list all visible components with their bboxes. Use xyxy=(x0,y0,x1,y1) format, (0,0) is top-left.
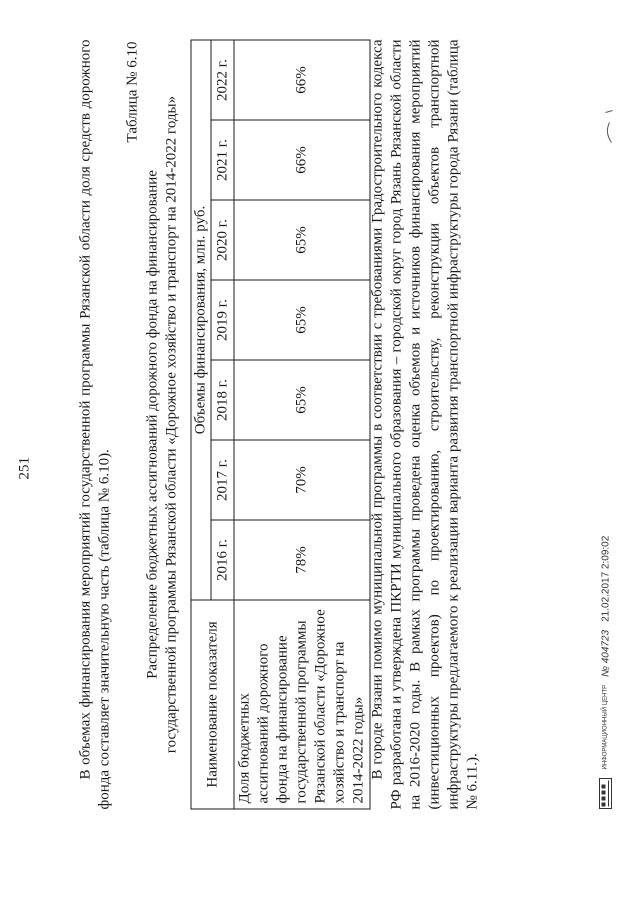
row-value: 66% xyxy=(234,40,370,120)
document-code: № 404723 xyxy=(600,629,611,677)
paragraph-pkrti: В городе Рязани помимо муниципальной программы в соответствии с требованиями Градостроительного кодекса РФ разработана и утверждена ПКРТИ муниципального образования – городской округ город Рязань Рязанской области на 2016-2020 годы. В рамках программы проведена оценка объемов и источников финансирования мероприятий (инвестиционных проектов) по проектированию, строительству, реконструкции объектов транспортной инфраструктуры предлагаемого к реализации варианта развития транспортной инфраструктуры города Рязани (таблица № 6.11.). xyxy=(369,39,481,810)
header-financing-volumes: Объемы финансирования, млн. руб. xyxy=(191,40,211,600)
header-year: 2018 г. xyxy=(211,360,234,440)
header-year: 2016 г. xyxy=(211,520,234,600)
table-caption-line-1: Распределение бюджетных ассигнований дорожного фонда на финансирование xyxy=(144,170,161,679)
page-footer xyxy=(599,536,613,810)
row-value: 70% xyxy=(234,440,370,520)
stamp-text: ИНФОРМАЦИОННЫЙ ЦЕНТР xyxy=(602,684,609,770)
page-number: 251 xyxy=(16,457,33,480)
stamp-logo-icon xyxy=(599,778,613,810)
scan-mark-icon xyxy=(601,97,617,147)
header-year: 2017 г. xyxy=(211,440,234,520)
row-indicator-name: Доля бюджетных ассигнований дорожного фонда на финансирование государственной программы Рязанской области «Дорожное хозяйство и транспорт на 2014-2022 годы» xyxy=(234,600,370,809)
table-caption-line-2: государственной программы Рязанской области «Дорожное хозяйство и транспорт на 2014-2022 годы» xyxy=(163,95,180,754)
financing-table xyxy=(191,40,371,810)
table-caption xyxy=(144,40,182,810)
paragraph-fund-share: В объемах финансирования мероприятий государственной программы Рязанской области доля средств дорожного фонда составляет значительную часть (таблица № 6.10). xyxy=(77,39,113,810)
document-page xyxy=(1,0,640,905)
row-value: 78% xyxy=(234,520,370,600)
row-value: 66% xyxy=(234,120,370,200)
header-year: 2020 г. xyxy=(211,200,234,280)
header-year: 2021 г. xyxy=(211,120,234,200)
header-indicator-name: Наименование показателя xyxy=(191,600,234,809)
header-year: 2019 г. xyxy=(211,280,234,360)
document-timestamp: 21.02.2017 2:09:02 xyxy=(600,535,611,622)
header-year: 2022 г. xyxy=(211,40,234,120)
row-value: 65% xyxy=(234,280,370,360)
table-header-row xyxy=(191,40,211,809)
table-number: Таблица № 6.10 xyxy=(124,41,141,143)
row-value: 65% xyxy=(234,200,370,280)
row-value: 65% xyxy=(234,360,370,440)
table-row xyxy=(234,40,370,809)
